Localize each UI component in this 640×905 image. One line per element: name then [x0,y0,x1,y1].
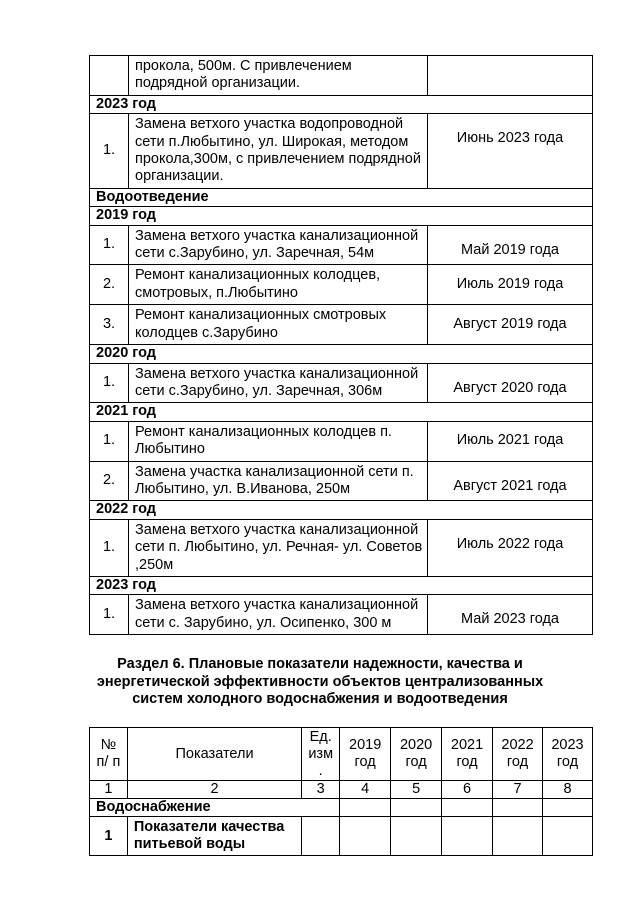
work-date: Май 2019 года [428,225,593,265]
work-plan-table [89,55,593,635]
header-row [90,728,593,781]
empty-cell [302,817,340,856]
column-number: 7 [493,781,543,799]
row-number: 2. [90,461,129,501]
row-number: 1. [90,363,129,403]
year-header [90,207,593,225]
col-header-2023: 2023 год [542,728,592,781]
work-date: Июль 2019 года [428,265,593,305]
col-header-num: № п/ п [90,728,128,781]
year-label: 2022 год [90,501,593,519]
section-title-line: Раздел 6. Плановые показатели надежности, качества и [117,656,523,672]
empty-cell [340,817,391,856]
year-header [90,576,593,594]
empty-cell [391,817,442,856]
work-date: Май 2023 года [428,595,593,635]
indicators-table [89,727,593,856]
year-header [90,345,593,363]
col-header-unit: Ед. изм . [302,728,340,781]
work-description: Замена ветхого участка канализационной сети с.Зарубино, ул. Заречная, 54м [129,225,428,265]
indicator-number: 1 [90,817,128,856]
work-date [428,56,593,96]
year-header [90,403,593,421]
empty-cell [542,799,592,817]
row-number: 2. [90,265,129,305]
year-label: 2020 год [90,345,593,363]
empty-cell [493,799,543,817]
table-row [90,461,593,501]
column-number-row [90,781,593,799]
column-number: 5 [391,781,442,799]
work-description: Замена участка канализационной сети п. Любытино, ул. В.Иванова, 250м [129,461,428,501]
empty-cell [493,817,543,856]
section-title-line: систем холодного водоснабжения и водоотведения [132,691,508,707]
work-date: Июнь 2023 года [428,114,593,189]
work-description: Ремонт канализационных смотровых колодцев с.Зарубино [129,305,428,345]
table-row [90,265,593,305]
work-description: Замена ветхого участка водопроводной сети п.Любытино, ул. Широкая, методом прокола,300м, с привлечением подрядной организации. [129,114,428,189]
row-number: 1. [90,519,129,576]
work-description: Замена ветхого участка канализационной сети с. Зарубино, ул. Осипенко, 300 м [129,595,428,635]
empty-cell [542,817,592,856]
work-description: Замена ветхого участка канализационной сети с.Зарубино, ул. Заречная, 306м [129,363,428,403]
work-description: Ремонт канализационных колодцев п. Любытино [129,421,428,461]
year-header [90,501,593,519]
empty-cell [442,799,493,817]
row-number: 1. [90,421,129,461]
work-date: Июль 2021 года [428,421,593,461]
col-header-2022: 2022 год [493,728,543,781]
work-description: Замена ветхого участка канализационной сети п. Любытино, ул. Речная- ул. Советов ,250м [129,519,428,576]
column-number: 3 [302,781,340,799]
column-number: 2 [127,781,301,799]
section-label: Водоснабжение [90,799,340,817]
table-row [90,56,593,96]
col-header-2021: 2021 год [442,728,493,781]
row-number: 1. [90,595,129,635]
table-row [90,421,593,461]
indicator-row [90,817,593,856]
table-row [90,519,593,576]
work-date: Июль 2022 года [428,519,593,576]
table-row [90,595,593,635]
work-date: Август 2019 года [428,305,593,345]
table-row [90,114,593,189]
row-number: 1. [90,114,129,189]
year-label: 2021 год [90,403,593,421]
section-title [0,656,640,709]
work-description: прокола, 500м. С привлечением подрядной организации. [129,56,428,96]
year-label: 2019 год [90,207,593,225]
year-header [90,95,593,113]
col-header-name: Показатели [127,728,301,781]
table-row [90,305,593,345]
empty-cell [340,799,391,817]
empty-cell [442,817,493,856]
section-label: Водоотведение [90,188,593,206]
column-number: 1 [90,781,128,799]
column-number: 6 [442,781,493,799]
col-header-2019: 2019 год [340,728,391,781]
year-label: 2023 год [90,95,593,113]
col-header-2020: 2020 год [391,728,442,781]
indicator-name: Показатели качества питьевой воды [127,817,301,856]
row-number: 3. [90,305,129,345]
table-row [90,363,593,403]
year-label: 2023 год [90,576,593,594]
work-date: Август 2021 года [428,461,593,501]
section-title-line: энергетической эффективности объектов централизованных [96,673,544,690]
empty-cell [391,799,442,817]
section-row [90,799,593,817]
table-row [90,225,593,265]
section-header [90,188,593,206]
work-description: Ремонт канализационных колодцев, смотровых, п.Любытино [129,265,428,305]
work-date: Август 2020 года [428,363,593,403]
column-number: 8 [542,781,592,799]
column-number: 4 [340,781,391,799]
row-number [90,56,129,96]
row-number: 1. [90,225,129,265]
